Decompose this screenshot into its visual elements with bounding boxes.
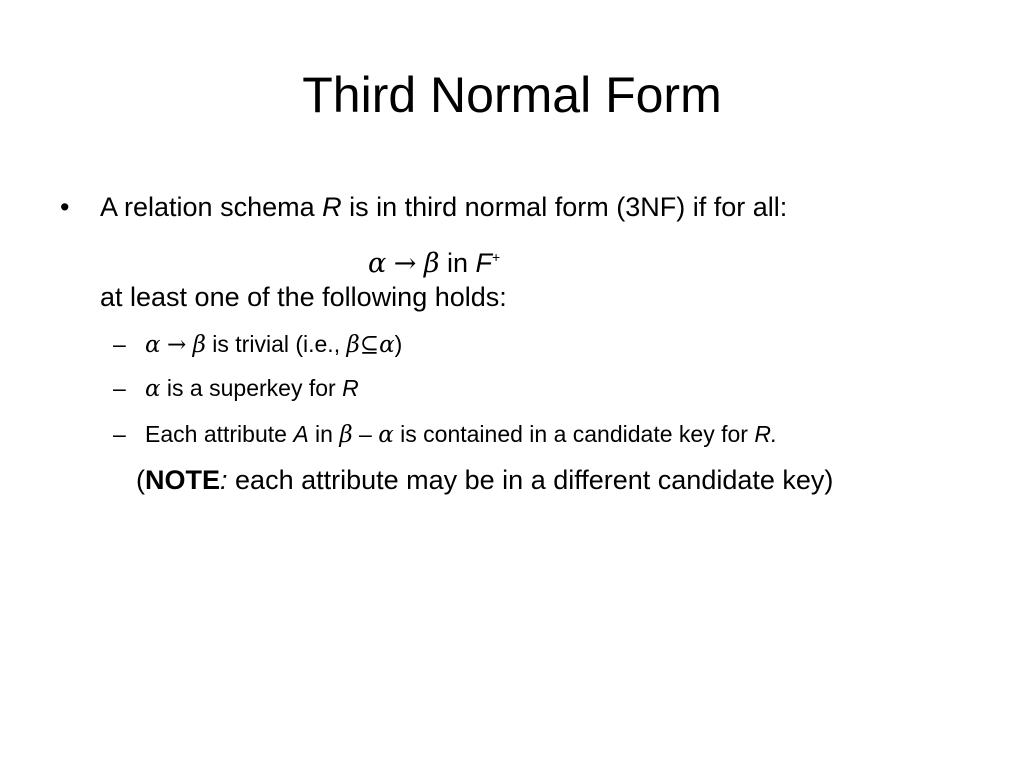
cond1-alpha: α xyxy=(145,332,161,358)
cond3-attribute: A xyxy=(293,421,309,447)
note-line xyxy=(136,463,833,497)
bullet-text-part1: A relation schema xyxy=(100,192,323,222)
bullet-text-part2: is in third normal form (3NF) if for all: xyxy=(341,192,788,222)
relation-variable: R xyxy=(322,192,342,222)
cond1-arrow: → xyxy=(166,332,187,358)
cond1-beta2: β xyxy=(346,332,360,358)
fd-in-text: in xyxy=(439,248,476,278)
slide-title: Third Normal Form xyxy=(302,67,722,123)
cond3-text1: Each attribute xyxy=(145,421,294,447)
fd-closure-plus: + xyxy=(492,249,501,265)
note-text: each attribute may be in a different candidate key) xyxy=(227,465,834,495)
cond3-relation: R. xyxy=(754,421,778,447)
bullet-text xyxy=(100,190,787,224)
fd-set-f: F xyxy=(475,248,493,278)
cond1-beta: β xyxy=(192,332,206,358)
fd-arrow: → xyxy=(393,248,417,279)
cond3-beta: β xyxy=(339,422,353,448)
cond3-text3: is contained in a candidate key for xyxy=(393,421,755,447)
note-open: ( xyxy=(136,465,145,495)
cond3-minus: – xyxy=(352,421,379,447)
cond2-alpha: α xyxy=(145,376,161,402)
cond1-alpha2: α xyxy=(379,332,395,358)
condition-candidate-key xyxy=(145,419,777,450)
condition-dash-1: – xyxy=(113,331,126,357)
bullet-marker: • xyxy=(60,192,70,222)
condition-trivial xyxy=(145,329,402,360)
fd-beta: β xyxy=(423,248,440,279)
cond1-text2: ) xyxy=(394,331,403,357)
holds-line: at least one of the following holds: xyxy=(100,282,507,312)
cond3-text2: in xyxy=(308,421,340,447)
cond2-text1: is a superkey for xyxy=(160,375,343,401)
cond3-alpha: α xyxy=(378,422,394,448)
condition-dash-3: – xyxy=(113,421,126,447)
condition-superkey xyxy=(145,373,359,404)
cond1-subseteq: ⊆ xyxy=(359,332,380,358)
note-label: NOTE xyxy=(145,465,221,495)
note-colon: : xyxy=(220,465,228,495)
cond1-text1: is trivial (i.e., xyxy=(205,331,347,357)
fd-line xyxy=(368,240,500,281)
condition-dash-2: – xyxy=(113,375,126,401)
cond2-relation: R xyxy=(342,375,359,401)
fd-alpha: α xyxy=(368,248,387,279)
